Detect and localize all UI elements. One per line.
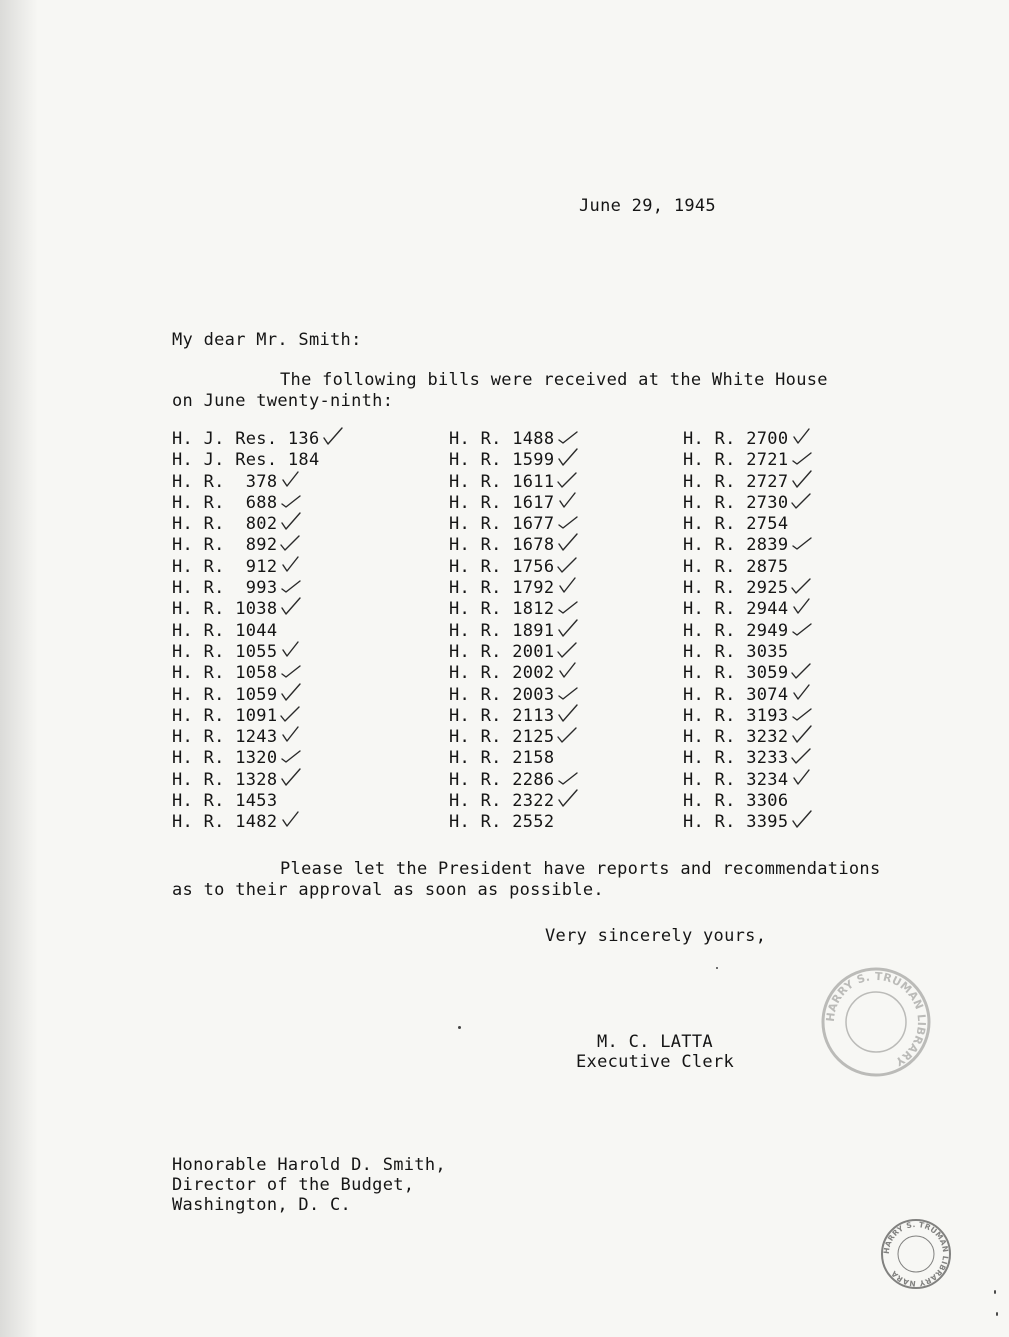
checkmark-icon — [556, 682, 580, 704]
addressee-line-1: Honorable Harold D. Smith, — [172, 1155, 446, 1175]
bill-number: H. R. 2002 — [449, 663, 555, 684]
checkmark-icon — [556, 660, 580, 682]
intro-line-1: The following bills were received at the White House — [280, 370, 828, 390]
checkmark-icon — [279, 532, 303, 554]
checkmark-icon — [790, 745, 814, 767]
checkmark-icon — [790, 575, 814, 597]
checkmark-icon — [790, 490, 814, 512]
checkmark-icon — [279, 745, 303, 767]
closing-line-2: as to their approval as soon as possible. — [172, 880, 604, 900]
bill-number: H. R. 1812 — [449, 599, 555, 620]
bill-number: H. R. 1792 — [449, 578, 555, 599]
intro-line-2: on June twenty-ninth: — [172, 391, 394, 411]
bill-number: H. R. 2944 — [683, 599, 789, 620]
checkmark-icon — [556, 447, 580, 469]
addressee-line-3: Washington, D. C. — [172, 1195, 352, 1215]
bill-number: H. R. 2113 — [449, 705, 555, 726]
bill-number: H. R. 3035 — [683, 641, 789, 662]
bill-number: H. R. 1058 — [172, 663, 278, 684]
checkmark-icon — [321, 426, 345, 448]
bill-column-2 — [449, 429, 709, 834]
checkmark-icon — [556, 724, 580, 746]
checkmark-icon — [556, 618, 580, 640]
checkmark-icon — [790, 469, 814, 491]
bill-number: H. R. 2001 — [449, 641, 555, 662]
checkmark-icon — [279, 490, 303, 512]
checkmark-icon — [279, 724, 303, 746]
bill-item — [683, 535, 943, 556]
checkmark-icon — [790, 596, 814, 618]
checkmark-icon — [790, 660, 814, 682]
bill-number: H. R. 1059 — [172, 684, 278, 705]
checkmark-icon — [279, 596, 303, 618]
checkmark-icon — [279, 660, 303, 682]
ink-speck — [716, 967, 718, 969]
bill-number: H. J. Res. 136 — [172, 429, 320, 449]
bill-number: H. R. 1243 — [172, 727, 278, 748]
bill-number: H. R. 1482 — [172, 812, 278, 833]
archive-seal-text: HARRY S. TRUMAN LIBRARY — [823, 969, 929, 1069]
bill-number: H. R. 2322 — [449, 791, 555, 812]
bill-number: H. R. 2727 — [683, 471, 789, 492]
bill-number: H. R. 1320 — [172, 748, 278, 769]
checkmark-icon — [556, 554, 580, 576]
signer-name: M. C. LATTA — [597, 1032, 713, 1052]
signer-title: Executive Clerk — [576, 1052, 735, 1072]
checkmark-icon — [790, 447, 814, 469]
bill-item — [683, 812, 943, 833]
bill-number: H. R. 892 — [172, 535, 278, 556]
bill-number: H. R. 2839 — [683, 535, 789, 556]
checkmark-icon — [556, 490, 580, 512]
bill-item — [449, 791, 709, 812]
bill-number: H. R. 3233 — [683, 748, 789, 769]
bill-number: H. R. 1453 — [172, 791, 278, 812]
bill-column-1 — [172, 429, 432, 834]
ink-speck — [458, 1026, 461, 1029]
bill-number: H. R. 3306 — [683, 791, 789, 812]
checkmark-icon — [556, 511, 580, 533]
checkmark-icon — [556, 426, 580, 448]
checkmark-icon — [790, 724, 814, 746]
checkmark-icon — [790, 682, 814, 704]
checkmark-icon — [556, 788, 580, 810]
bill-column-3 — [683, 429, 943, 834]
bill-number: H. R. 1044 — [172, 620, 278, 641]
checkmark-icon — [279, 575, 303, 597]
ink-speck — [996, 1312, 998, 1316]
bill-number: H. R. 2286 — [449, 769, 555, 790]
checkmark-icon — [556, 469, 580, 491]
checkmark-icon — [790, 618, 814, 640]
bill-number: H. R. 1617 — [449, 492, 555, 513]
checkmark-icon — [279, 703, 303, 725]
checkmark-icon — [279, 639, 303, 661]
addressee-line-2: Director of the Budget, — [172, 1175, 415, 1195]
checkmark-icon — [279, 809, 303, 831]
checkmark-icon — [279, 469, 303, 491]
bill-number: H. R. 1038 — [172, 599, 278, 620]
bill-number: H. R. 1488 — [449, 429, 555, 449]
bill-number: H. R. 688 — [172, 492, 278, 513]
checkmark-icon — [279, 511, 303, 533]
bill-number: H. R. 2730 — [683, 492, 789, 513]
bill-number: H. R. 3074 — [683, 684, 789, 705]
ink-speck — [994, 1290, 996, 1294]
checkmark-icon — [279, 682, 303, 704]
bill-number: H. R. 1756 — [449, 556, 555, 577]
bill-number: H. R. 2875 — [683, 556, 789, 577]
checkmark-icon — [790, 767, 814, 789]
bill-item — [172, 429, 432, 450]
bill-item — [449, 812, 709, 833]
bill-number: H. R. 1091 — [172, 705, 278, 726]
bill-number: H. R. 1611 — [449, 471, 555, 492]
bill-item — [683, 493, 943, 514]
bill-number: H. R. 378 — [172, 471, 278, 492]
scan-edge-shadow — [0, 0, 38, 1337]
nara-seal-text: HARRY S. TRUMAN LIBRARY NARA — [881, 1219, 951, 1289]
nara-seal — [880, 1218, 952, 1295]
bill-item — [172, 599, 432, 620]
bill-item — [449, 727, 709, 748]
bill-number: H. R. 2754 — [683, 514, 789, 535]
bill-number: H. R. 993 — [172, 578, 278, 599]
checkmark-icon — [556, 575, 580, 597]
checkmark-icon — [790, 703, 814, 725]
bill-number: H. R. 1055 — [172, 641, 278, 662]
checkmark-icon — [790, 809, 814, 831]
bill-number: H. R. 3193 — [683, 705, 789, 726]
checkmark-icon — [790, 426, 814, 448]
bill-number: H. R. 3232 — [683, 727, 789, 748]
bill-number: H. R. 2125 — [449, 727, 555, 748]
bill-number: H. R. 3059 — [683, 663, 789, 684]
checkmark-icon — [556, 703, 580, 725]
bill-number: H. R. 1678 — [449, 535, 555, 556]
bill-number: H. R. 912 — [172, 556, 278, 577]
checkmark-icon — [556, 767, 580, 789]
bill-number: H. R. 2552 — [449, 812, 555, 833]
bill-number: H. R. 2158 — [449, 748, 555, 769]
archive-seal — [820, 966, 932, 1083]
bill-number: H. R. 2721 — [683, 450, 789, 471]
bill-item — [683, 621, 943, 642]
bill-number: H. R. 2949 — [683, 620, 789, 641]
salutation: My dear Mr. Smith: — [172, 330, 362, 350]
bill-item — [683, 770, 943, 791]
bill-number: H. R. 1328 — [172, 769, 278, 790]
bill-number: H. R. 2003 — [449, 684, 555, 705]
bill-number: H. R. 2925 — [683, 578, 789, 599]
bill-number: H. R. 2700 — [683, 429, 789, 449]
checkmark-icon — [556, 532, 580, 554]
valediction: Very sincerely yours, — [545, 926, 767, 946]
bill-item — [172, 812, 432, 833]
checkmark-icon — [279, 767, 303, 789]
bill-item — [172, 770, 432, 791]
checkmark-icon — [556, 596, 580, 618]
letter-date: June 29, 1945 — [579, 196, 716, 216]
closing-line-1: Please let the President have reports and recommendations — [280, 859, 881, 879]
bill-number: H. R. 1677 — [449, 514, 555, 535]
bill-number: H. R. 802 — [172, 514, 278, 535]
checkmark-icon — [790, 532, 814, 554]
bill-number: H. R. 3395 — [683, 812, 789, 833]
bill-number: H. R. 1599 — [449, 450, 555, 471]
bill-number: H. R. 1891 — [449, 620, 555, 641]
checkmark-icon — [279, 554, 303, 576]
bill-number: H. J. Res. 184 — [172, 450, 320, 471]
checkmark-icon — [556, 639, 580, 661]
bill-number: H. R. 3234 — [683, 769, 789, 790]
